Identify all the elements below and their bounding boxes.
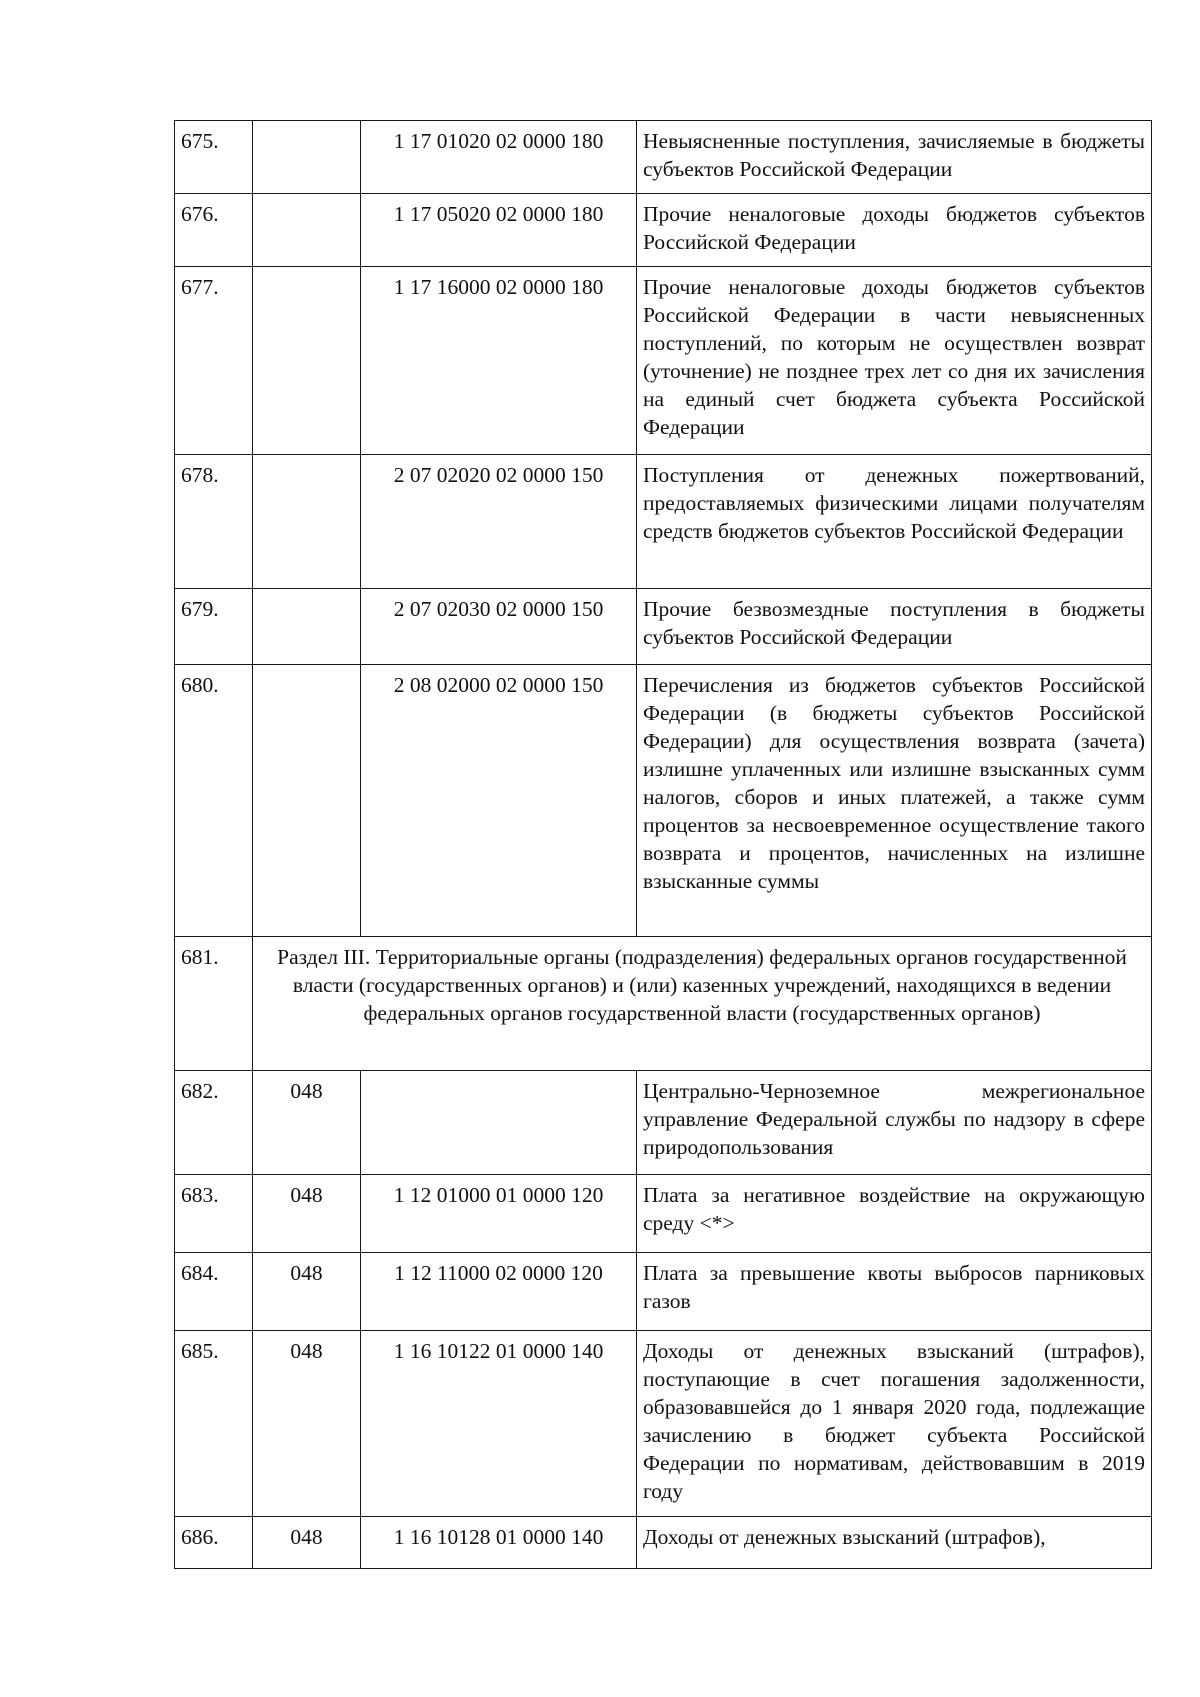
budget-code: 2 07 02030 02 0000 150 [361,589,637,665]
description: Перечисления из бюджетов субъектов Российской Федерации (в бюджеты субъектов Российской Федерации) для осуществления возврата (зачета) излишне уплаченных или излишне взысканных сумм налогов, сборов и иных платежей, а также сумм процентов за несвоевременное осуществление такого возврата и процентов, начисленных на излишне взысканные суммы [637,665,1152,937]
budget-code: 1 17 01020 02 0000 180 [361,121,637,194]
table-row [175,455,1152,589]
admin-code: 048 [253,1253,361,1331]
row-number: 676. [175,194,253,267]
description: Плата за превышение квоты выбросов парниковых газов [637,1253,1152,1331]
row-number: 677. [175,267,253,455]
description: Прочие неналоговые доходы бюджетов субъектов Российской Федерации в части невыясненных поступлений, по которым не осуществлен возврат (уточнение) не позднее трех лет со дня их зачисления на единый счет бюджета субъекта Российской Федерации [637,267,1152,455]
budget-code: 1 16 10122 01 0000 140 [361,1331,637,1517]
table-row [175,1517,1152,1569]
row-number: 675. [175,121,253,194]
admin-code [253,121,361,194]
admin-code [253,665,361,937]
budget-code: 2 07 02020 02 0000 150 [361,455,637,589]
table-row [175,665,1152,937]
budget-classification-table [174,120,1152,1569]
description: Прочие безвозмездные поступления в бюджеты субъектов Российской Федерации [637,589,1152,665]
admin-code [253,267,361,455]
description: Прочие неналоговые доходы бюджетов субъектов Российской Федерации [637,194,1152,267]
row-number: 686. [175,1517,253,1569]
table-row [175,267,1152,455]
budget-code: 1 17 16000 02 0000 180 [361,267,637,455]
table-row [175,1071,1152,1175]
table-row [175,121,1152,194]
row-number: 682. [175,1071,253,1175]
table-row [175,589,1152,665]
admin-code: 048 [253,1071,361,1175]
description: Доходы от денежных взысканий (штрафов), [637,1517,1152,1569]
admin-code: 048 [253,1175,361,1253]
section-title: Раздел III. Территориальные органы (подразделения) федеральных органов государственной власти (государственных органов) и (или) казенных учреждений, находящихся в ведении федеральных органов государственной власти (государственных органов) [253,937,1152,1071]
budget-code: 1 16 10128 01 0000 140 [361,1517,637,1569]
budget-code [361,1071,637,1175]
admin-code: 048 [253,1517,361,1569]
table-row [175,1253,1152,1331]
row-number: 680. [175,665,253,937]
description: Доходы от денежных взысканий (штрафов), поступающие в счет погашения задолженности, образовавшейся до 1 января 2020 года, подлежащие зачислению в бюджет субъекта Российской Федерации по нормативам, действовавшим в 2019 году [637,1331,1152,1517]
row-number: 684. [175,1253,253,1331]
section-row [175,937,1152,1071]
admin-code: 048 [253,1331,361,1517]
row-number: 685. [175,1331,253,1517]
table-row [175,1331,1152,1517]
description: Плата за негативное воздействие на окружающую среду <*> [637,1175,1152,1253]
row-number: 681. [175,937,253,1071]
row-number: 678. [175,455,253,589]
description: Поступления от денежных пожертвований, предоставляемых физическими лицами получателям средств бюджетов субъектов Российской Федерации [637,455,1152,589]
row-number: 679. [175,589,253,665]
table-row [175,194,1152,267]
table-row [175,1175,1152,1253]
budget-code: 1 17 05020 02 0000 180 [361,194,637,267]
description: Невыясненные поступления, зачисляемые в бюджеты субъектов Российской Федерации [637,121,1152,194]
row-number: 683. [175,1175,253,1253]
admin-code [253,589,361,665]
budget-code: 2 08 02000 02 0000 150 [361,665,637,937]
budget-code: 1 12 01000 01 0000 120 [361,1175,637,1253]
admin-code [253,194,361,267]
budget-code: 1 12 11000 02 0000 120 [361,1253,637,1331]
description: Центрально-Черноземное межрегиональное управление Федеральной службы по надзору в сфере природопользования [637,1071,1152,1175]
admin-code [253,455,361,589]
